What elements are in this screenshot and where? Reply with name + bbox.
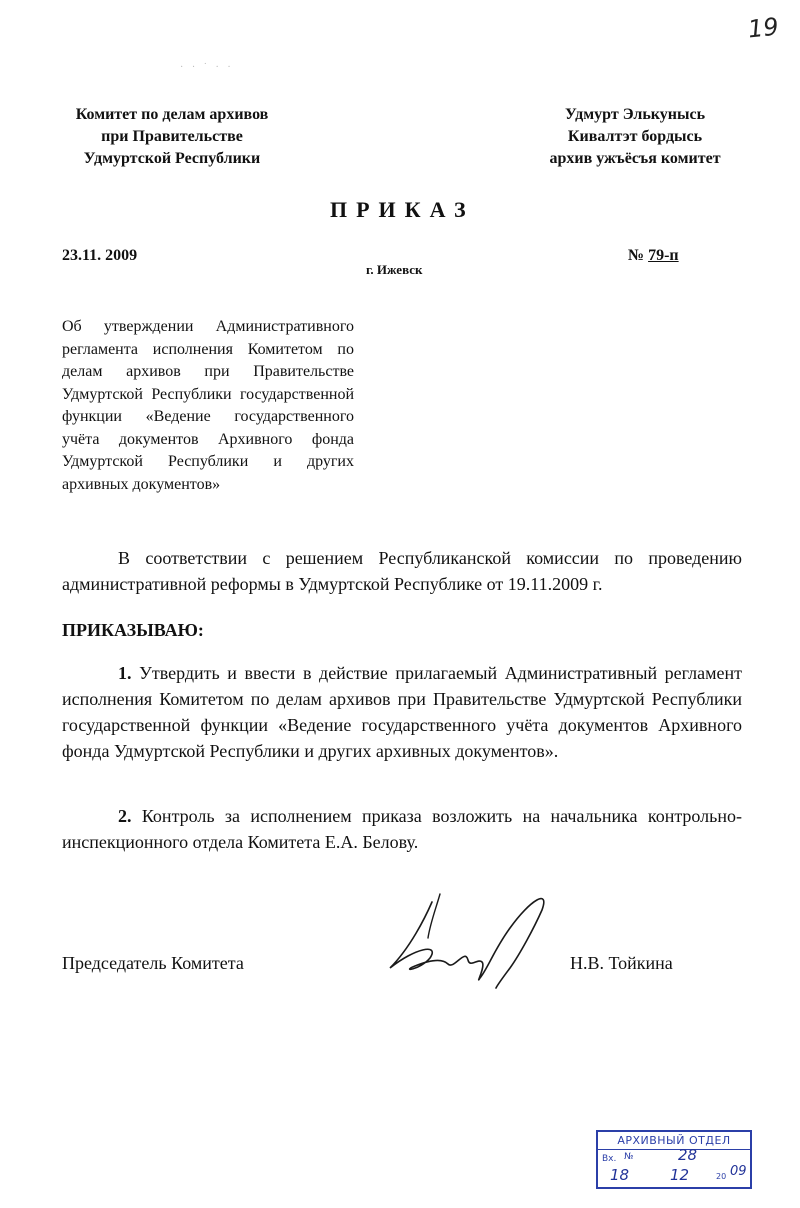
header-right-line: Кивалтэт бордысь — [567, 128, 703, 145]
archive-department-stamp — [596, 1130, 752, 1189]
stamp-month: 12 — [670, 1166, 690, 1184]
stamp-title: АРХИВНЫЙ ОТДЕЛ — [598, 1134, 750, 1150]
stamp-number-label: № — [624, 1152, 634, 1162]
document-date: 23.11. 2009 — [62, 247, 138, 264]
page-number: 19 — [746, 12, 780, 44]
header-left-line: Удмуртской Республики — [83, 150, 261, 167]
stamp-registration-number: 28 — [678, 1146, 698, 1164]
header-left-line: при Правительстве — [101, 128, 243, 145]
header-organization-russian — [52, 104, 292, 170]
item-text: Контроль за исполнением приказа возложить на начальника контрольно-инспекционного отдела Комитета Е.А. Белову. — [62, 806, 742, 852]
intro-paragraph: В соответствии с решением Республиканской комиссии по проведению административной реформы в Удмуртской Республике от 19.11.2009 г. — [62, 548, 742, 594]
stamp-incoming-label: Вх. — [602, 1154, 617, 1164]
document-number — [628, 247, 679, 265]
stamp-day: 18 — [610, 1166, 630, 1184]
stamp-year-prefix: 20 — [716, 1172, 727, 1181]
signatory-name: Н.В. Тойкина — [570, 953, 673, 973]
order-item — [62, 660, 742, 764]
item-number: 2. — [118, 806, 132, 826]
order-heading: ПРИКАЗЫВАЮ: — [62, 620, 204, 640]
stamp-year: 09 — [730, 1164, 747, 1179]
header-left-line: Комитет по делам архивов — [75, 106, 269, 123]
signatory-position: Председатель Комитета — [62, 953, 244, 973]
number-value: 79-п — [648, 247, 679, 264]
handwritten-signature — [370, 888, 570, 998]
header-right-line: архив ужъёсъя комитет — [549, 150, 721, 167]
number-prefix: № — [628, 247, 649, 264]
header-organization-udmurt — [520, 104, 750, 170]
order-item — [62, 803, 742, 855]
item-number: 1. — [118, 663, 132, 683]
scan-smudge: · · ˙ · · — [180, 62, 234, 73]
item-text: Утвердить и ввести в действие прилагаемый Административный регламент исполнения Комитетом по делам архивов при Правительстве Удмуртской Республики государственной функции «Ведение государственного учёта документов Архивного фонда Удмуртской Республики и других архивных документов». — [62, 663, 742, 761]
document-place: г. Ижевск — [366, 262, 423, 277]
document-subject: Об утверждении Административного регламента исполнения Комитетом по делам архивов при Правительстве Удмуртской Республики государственной функции «Ведение государственного учёта документов Архивного фонда Удмуртской Республики и других архивных документов» — [62, 318, 354, 493]
document-title: ПРИКАЗ — [330, 197, 475, 222]
header-right-line: Удмурт Элькунысь — [564, 106, 706, 123]
